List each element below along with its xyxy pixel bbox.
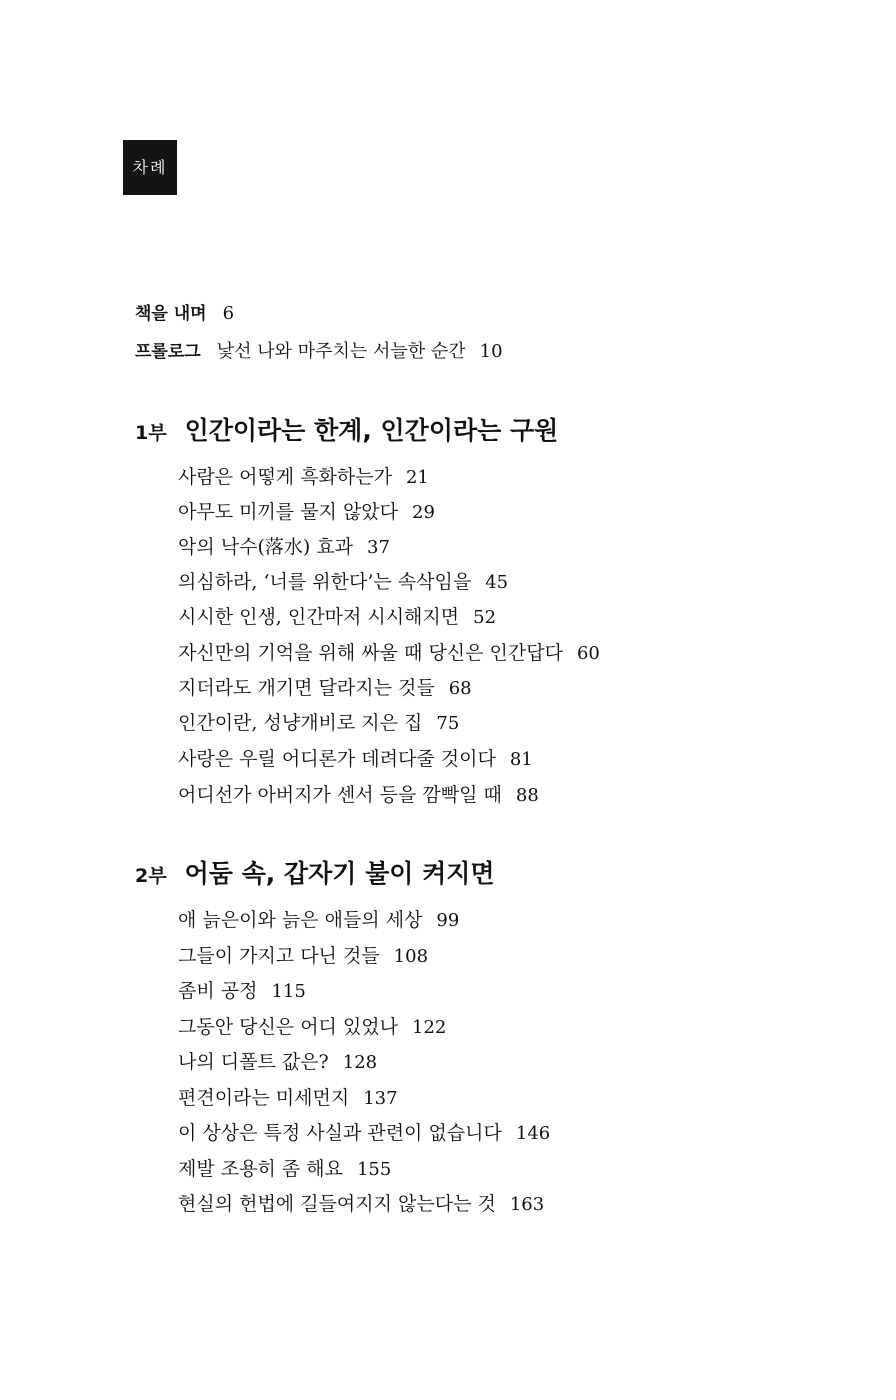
front-matter-item[interactable] [135,302,234,326]
toc-entry-title: 의심하라, ‘너를 위한다’는 속삭임을 [178,571,472,593]
toc-entry[interactable] [178,499,435,526]
toc-entry-page: 122 [412,1017,447,1038]
toc-entry[interactable] [178,604,496,631]
toc-entry-page: 108 [393,946,429,967]
part-number: 2부 [135,865,167,887]
toc-entry-page: 128 [342,1052,378,1073]
toc-entry-title: 이 상상은 특정 사실과 관련이 없습니다 [178,1122,502,1144]
front-matter-item[interactable] [135,340,503,364]
part-heading[interactable] [135,858,495,892]
toc-entry-title: 좀비 공정 [178,980,258,1002]
toc-entry[interactable] [178,746,533,773]
part-heading[interactable] [135,415,558,449]
toc-entry-title: 악의 낙수(落水) 효과 [178,536,354,558]
toc-entry-title: 편견이라는 미세먼지 [178,1087,350,1109]
toc-entry[interactable] [178,710,459,737]
toc-entry-page: 45 [485,572,509,593]
toc-entry-page: 21 [405,467,429,488]
toc-entry-title: 인간이란, 성냥개비로 지은 집 [178,712,423,734]
toc-entry-page: 163 [509,1194,545,1215]
front-matter-label: 책을 내며 [135,304,207,324]
toc-entry[interactable] [178,978,306,1005]
toc-entry-title: 지더라도 개기면 달라지는 것들 [178,677,435,699]
front-matter-page: 6 [222,303,235,324]
toc-entry-page: 37 [367,537,390,558]
toc-entry[interactable] [178,640,600,667]
front-matter-label: 프롤로그 [135,342,201,362]
toc-entry-page: 75 [436,713,460,734]
part-title: 인간이라는 한계, 인간이라는 구원 [184,416,559,445]
toc-entry-title: 현실의 헌법에 길들여지지 않는다는 것 [178,1193,496,1215]
toc-entry-title: 시시한 인생, 인간마저 시시해지면 [178,606,460,628]
toc-entry-title: 제발 조용히 좀 해요 [178,1158,343,1180]
toc-entry-title: 애 늙은이와 늙은 애들의 세상 [178,909,423,931]
toc-entry[interactable] [178,907,459,934]
toc-entry-page: 155 [356,1159,392,1180]
toc-entry-page: 146 [515,1123,551,1144]
toc-entry[interactable] [178,1085,398,1112]
toc-entry-title: 그들이 가지고 다닌 것들 [178,945,380,967]
toc-entry[interactable] [178,1156,391,1183]
contents-label: 차례 [123,140,177,195]
toc-entry-page: 68 [448,678,472,699]
toc-entry-title: 아무도 미끼를 물지 않았다 [178,501,399,523]
toc-entry-page: 60 [576,643,600,664]
toc-entry[interactable] [178,1191,544,1218]
toc-entry-page: 99 [436,910,460,931]
front-matter-page: 10 [479,341,503,362]
toc-entry-title: 나의 디폴트 값은? [178,1051,329,1073]
toc-entry-page: 137 [363,1088,398,1109]
toc-entry[interactable] [178,782,539,809]
toc-entry[interactable] [178,1049,377,1076]
toc-entry-page: 29 [412,502,435,523]
toc-entry-page: 52 [473,607,497,628]
toc-entry-title: 그동안 당신은 어디 있었나 [178,1016,399,1038]
toc-entry-title: 사랑은 우릴 어디론가 데려다줄 것이다 [178,748,496,770]
toc-entry[interactable] [178,534,390,561]
toc-entry[interactable] [178,464,429,491]
toc-entry-title: 사람은 어떻게 흑화하는가 [178,466,392,488]
toc-entry-title: 어디선가 아버지가 센서 등을 깜빡일 때 [178,784,502,806]
front-matter-title: 낯선 나와 마주치는 서늘한 순간 [216,341,466,362]
toc-entry-page: 88 [515,785,539,806]
toc-entry[interactable] [178,569,508,596]
toc-entry-page: 81 [509,749,533,770]
toc-entry-title: 자신만의 기억을 위해 싸울 때 당신은 인간답다 [178,642,563,664]
toc-entry[interactable] [178,943,428,970]
toc-entry[interactable] [178,1120,550,1147]
part-number: 1부 [135,422,167,444]
toc-entry-page: 115 [271,981,306,1002]
toc-entry[interactable] [178,675,472,702]
part-title: 어둠 속, 갑자기 불이 켜지면 [184,859,495,888]
toc-entry[interactable] [178,1014,446,1041]
